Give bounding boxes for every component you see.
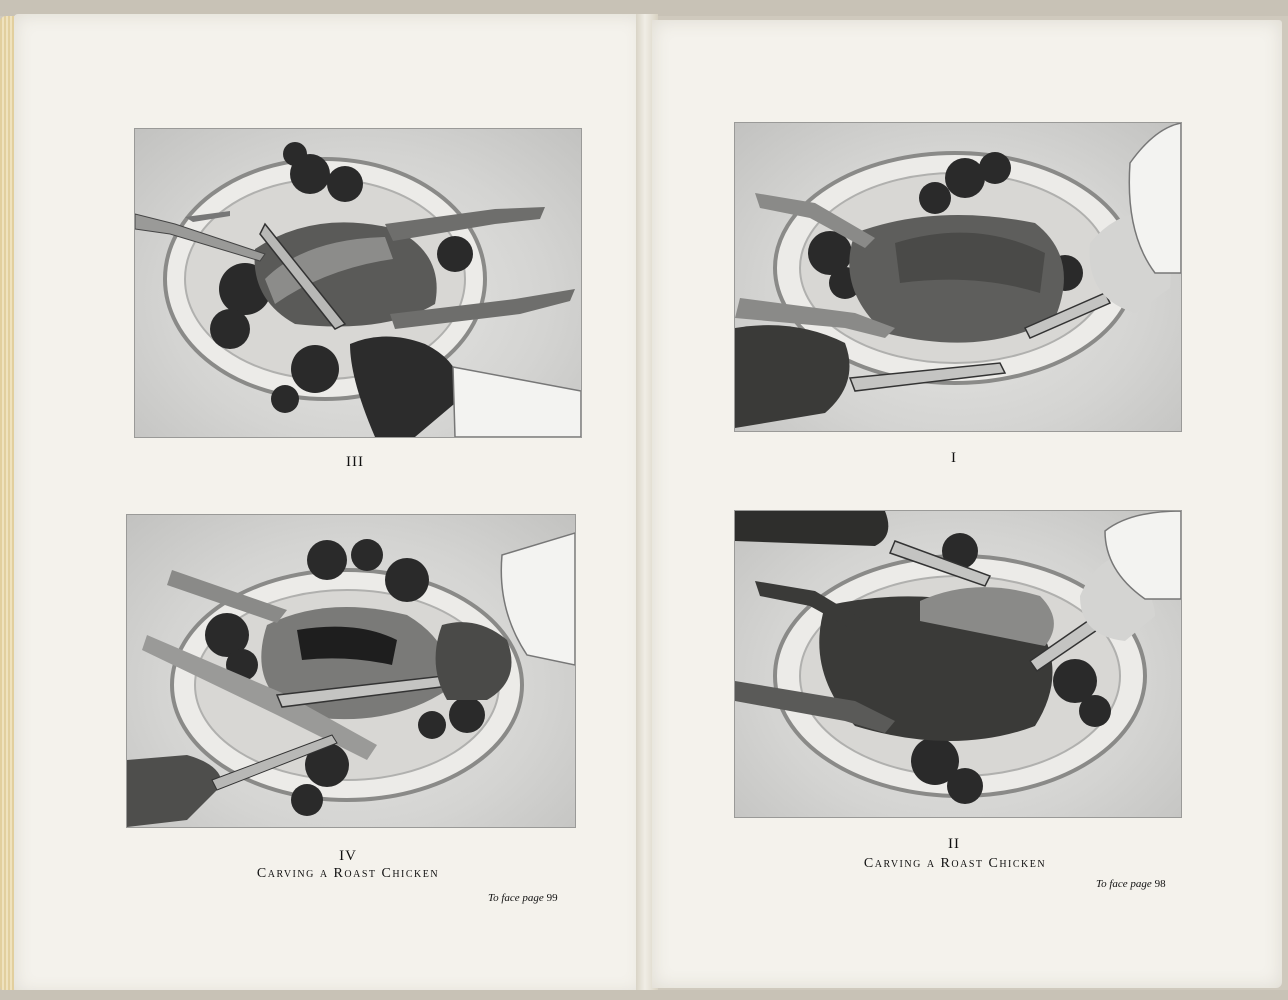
left-facing-number: 99 [546,892,558,904]
left-facing-label: To face page [488,892,544,904]
left-plate-title: Carving a Roast Chicken [256,866,440,881]
plate-numeral-iii: III [346,454,364,470]
plate-numeral-i: I [951,450,957,466]
right-facing-page-ref [1096,878,1166,890]
plate-numeral-iv: IV [339,848,357,864]
right-facing-label: To face page [1096,878,1152,890]
photo-plate-i [734,122,1182,432]
plate-numeral-ii: II [948,836,960,852]
photo-plate-ii [734,510,1182,818]
background-bottom [0,990,1288,1000]
right-plate-title: Carving a Roast Chicken [863,856,1047,871]
photo-plate-iv [126,514,576,828]
left-facing-page-ref [488,892,558,904]
right-facing-number: 98 [1154,878,1166,890]
photo-plate-iii [134,128,582,438]
